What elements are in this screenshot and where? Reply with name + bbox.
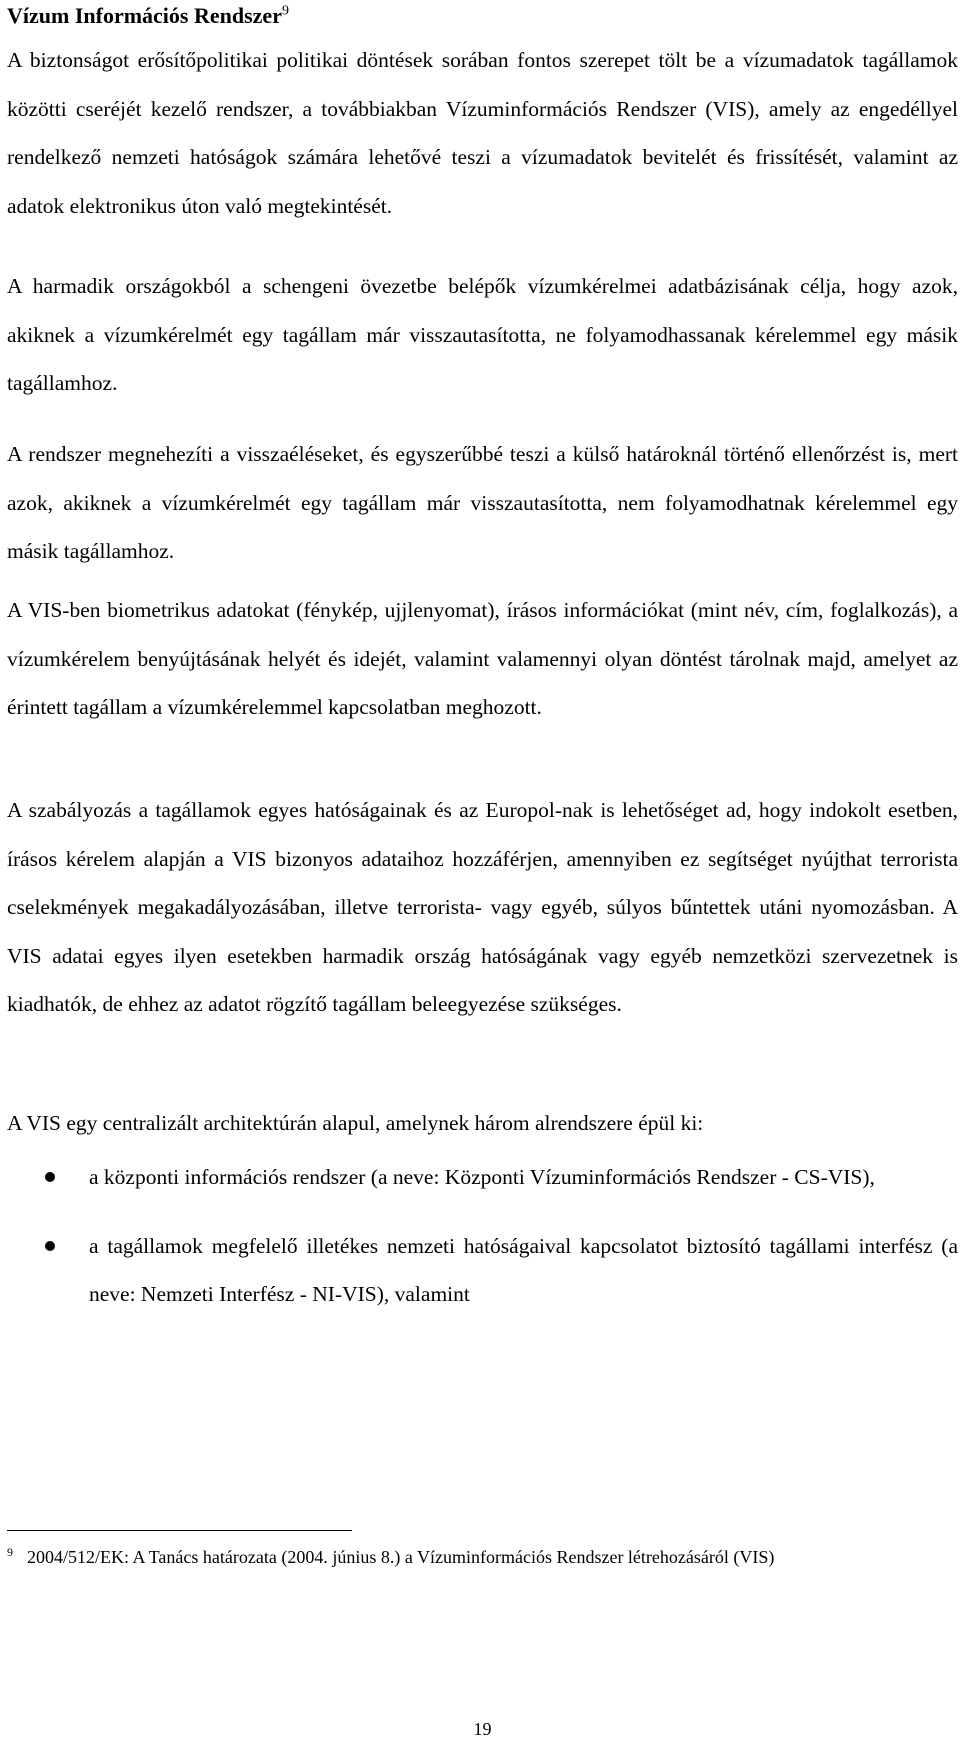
list-item-text: a központi információs rendszer (a neve: Központi Vízuminformációs Rendszer - CS-VIS), <box>89 1165 875 1189</box>
footnote-reference[interactable]: 9 <box>281 3 289 19</box>
page-number: 19 <box>473 1719 492 1739</box>
footnote-divider <box>7 1530 352 1531</box>
section-title <box>7 2 289 30</box>
bullet-icon <box>45 1241 55 1251</box>
paragraph-stored-data: A VIS-ben biometrikus adatokat (fénykép, ujjlenyomat), írásos információkat (mint név, cím, foglalkozás), a vízumkérelem benyújtásának helyét és idejét, valamint valamennyi olyan döntést tárolnak majd, amelyet az érintett tagállam a vízumkérelemmel kapcsolatban meghozott. <box>7 598 958 719</box>
section-title-text: Vízum Információs Rendszer <box>7 3 282 28</box>
footnote-number: 9 <box>7 1545 13 1559</box>
subsystem-list <box>7 1153 958 1339</box>
paragraph-architecture: A VIS egy centralizált architektúrán alapul, amelynek három alrendszere épül ki: <box>7 1111 704 1135</box>
paragraph-vis-intro: A biztonságot erősítőpolitikai politikai döntések sorában fontos szerepet tölt be a vízumadatok tagállamok közötti cseréjét kezelő rendszer, a továbbiakban Vízuminformációs Rendszer (VIS), amely az engedéllyel rendelkező nemzeti hatóságok számára lehetővé teszi a vízumadatok bevitelét és frissítését, valamint az adatok elektronikus úton való megtekintését. <box>7 48 958 218</box>
paragraph-database-purpose: A harmadik országokból a schengeni övezetbe belépők vízumkérelmei adatbázisának célja, hogy azok, akiknek a vízumkérelmét egy tagállam már visszautasította, ne folyamodhassanak kérelemmel egy másik tagállamhoz. <box>7 274 958 395</box>
paragraph-abuse-prevention: A rendszer megnehezíti a visszaéléseket, és egyszerűbbé teszi a külső határoknál történő ellenőrzést is, mert azok, akiknek a vízumkérelmét egy tagállam már visszautasította, nem folyamodhatnak kérelemmel egy másik tagállamhoz. <box>7 442 958 563</box>
list-item-text: a tagállamok megfelelő illetékes nemzeti hatóságaival kapcsolatot biztosító tagállami interfész (a neve: Nemzeti Interfész - NI-VIS), valamint <box>89 1233 958 1306</box>
list-item <box>7 1153 958 1202</box>
list-item <box>7 1222 958 1319</box>
bullet-icon <box>45 1172 55 1182</box>
document-page <box>7 0 958 1763</box>
footnote-text: 2004/512/EK: A Tanács határozata (2004. június 8.) a Vízuminformációs Rendszer létrehozásáról (VIS) <box>27 1547 775 1567</box>
paragraph-access-rules: A szabályozás a tagállamok egyes hatóságainak és az Europol-nak is lehetőséget ad, hogy indokolt esetben, írásos kérelem alapján a VIS bizonyos adataihoz hozzáférjen, amennyiben ez segítséget nyújthat terrorista cselekmények megakadályozásában, illetve terrorista- vagy egyéb, súlyos bűntettek utáni nyomozásban. A VIS adatai egyes ilyen esetekben harmadik ország hatóságának vagy egyéb nemzetközi szervezetnek is kiadhatók, de ehhez az adatot rögzítő tagállam beleegyezése szükséges. <box>7 798 958 1016</box>
footnote <box>7 1544 958 1570</box>
